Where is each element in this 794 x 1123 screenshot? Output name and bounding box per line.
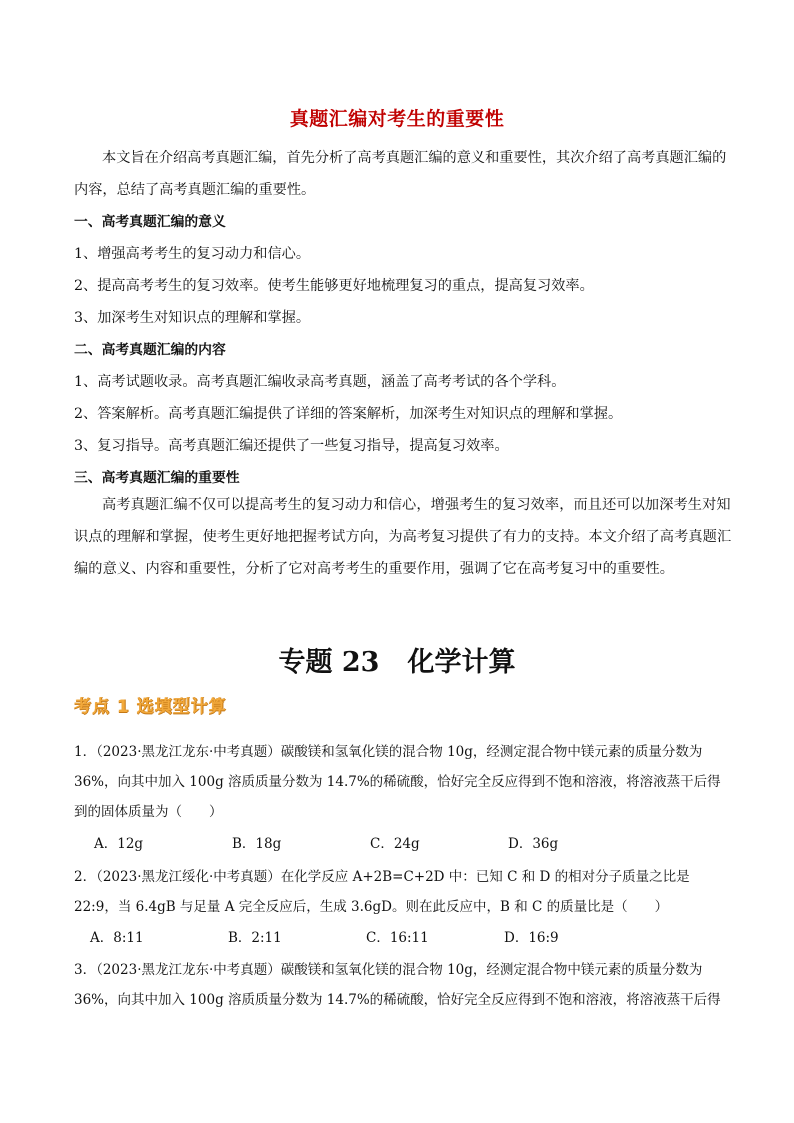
section-1-item-2: 2、提高高考考生的复习效率。使考生能够更好地梳理复习的重点，提高复习效率。	[74, 278, 594, 294]
topic-title	[0, 640, 794, 679]
question-2-text: 2．（2023·黑龙江绥化·中考真题）在化学反应 A+2B=C+2D 中：已知 C 和 D 的相对分子质量之比是 22:9，当 6.4gB 与足量 A 完全反应后，生成 3.6gD。则在此反应中，B 和 C 的质量比是（ ）	[74, 869, 690, 915]
intro-paragraph: 本文旨在介绍高考真题汇编，首先分析了高考真题汇编的意义和重要性，其次介绍了高考真题汇编的内容，总结了高考真题汇编的重要性。	[74, 150, 727, 198]
question-2-option-d: D．16:9	[504, 930, 559, 946]
summary-paragraph: 高考真题汇编不仅可以提高考生的复习动力和信心，增强考生的复习效率，而且还可以加深考生对知识点的理解和掌握，使考生更好地把握考试方向，为高考复习提供了有力的支持。本文介绍了高考真题汇编的意义、内容和重要性，分析了它对高考考生的重要作用，强调了它在高考复习中的重要性。	[74, 497, 732, 577]
question-2-option-a: A．8:11	[90, 930, 144, 946]
question-1-option-a: A．12g	[94, 836, 144, 852]
section-heading-3: 三、高考真题汇编的重要性	[74, 470, 240, 486]
document-title: 真题汇编对考生的重要性	[289, 108, 505, 130]
section-heading-1: 一、高考真题汇编的意义	[74, 214, 226, 230]
kaodian-heading: 考点 1 选填型计算	[74, 697, 227, 717]
question-2-option-c: C．16:11	[366, 930, 429, 946]
section-heading-2: 二、高考真题汇编的内容	[74, 342, 226, 358]
question-1-option-c: C．24g	[370, 836, 420, 852]
section-2-item-2: 2、答案解析。高考真题汇编提供了详细的答案解析，加深考生对知识点的理解和掌握。	[74, 406, 623, 422]
question-1-options	[94, 829, 694, 859]
question-2-options	[90, 923, 690, 953]
section-2-item-1: 1、高考试题收录。高考真题汇编收录高考真题，涵盖了高考考试的各个学科。	[74, 374, 566, 390]
question-1-option-b: B．18g	[232, 836, 282, 852]
question-3-text: 3．（2023·黑龙江龙东·中考真题）碳酸镁和氢氧化镁的混合物 10g，经测定混合物中镁元素的质量分数为 36%，向其中加入 100g 溶质质量分数为 14.7%的稀硫酸，恰好完全反应得到不饱和溶液，将溶液蒸干后得	[74, 962, 721, 1008]
section-1-item-3: 3、加深考生对知识点的理解和掌握。	[74, 310, 311, 326]
topic-name: 化学计算	[407, 647, 516, 678]
topic-label: 专题 23	[278, 647, 380, 678]
question-2-option-b: B．2:11	[228, 930, 282, 946]
section-1-item-1: 1、增强高考考生的复习动力和信心。	[74, 246, 311, 262]
section-2-item-3: 3、复习指导。高考真题汇编还提供了一些复习指导，提高复习效率。	[74, 438, 509, 454]
question-1-text: 1．（2023·黑龙江龙东·中考真题）碳酸镁和氢氧化镁的混合物 10g，经测定混合物中镁元素的质量分数为 36%，向其中加入 100g 溶质质量分数为 14.7%的稀硫酸，恰好完全反应得到不饱和溶液，将溶液蒸干后得到的固体质量为（ ）	[74, 744, 721, 820]
question-1-option-d: D．36g	[508, 836, 559, 852]
